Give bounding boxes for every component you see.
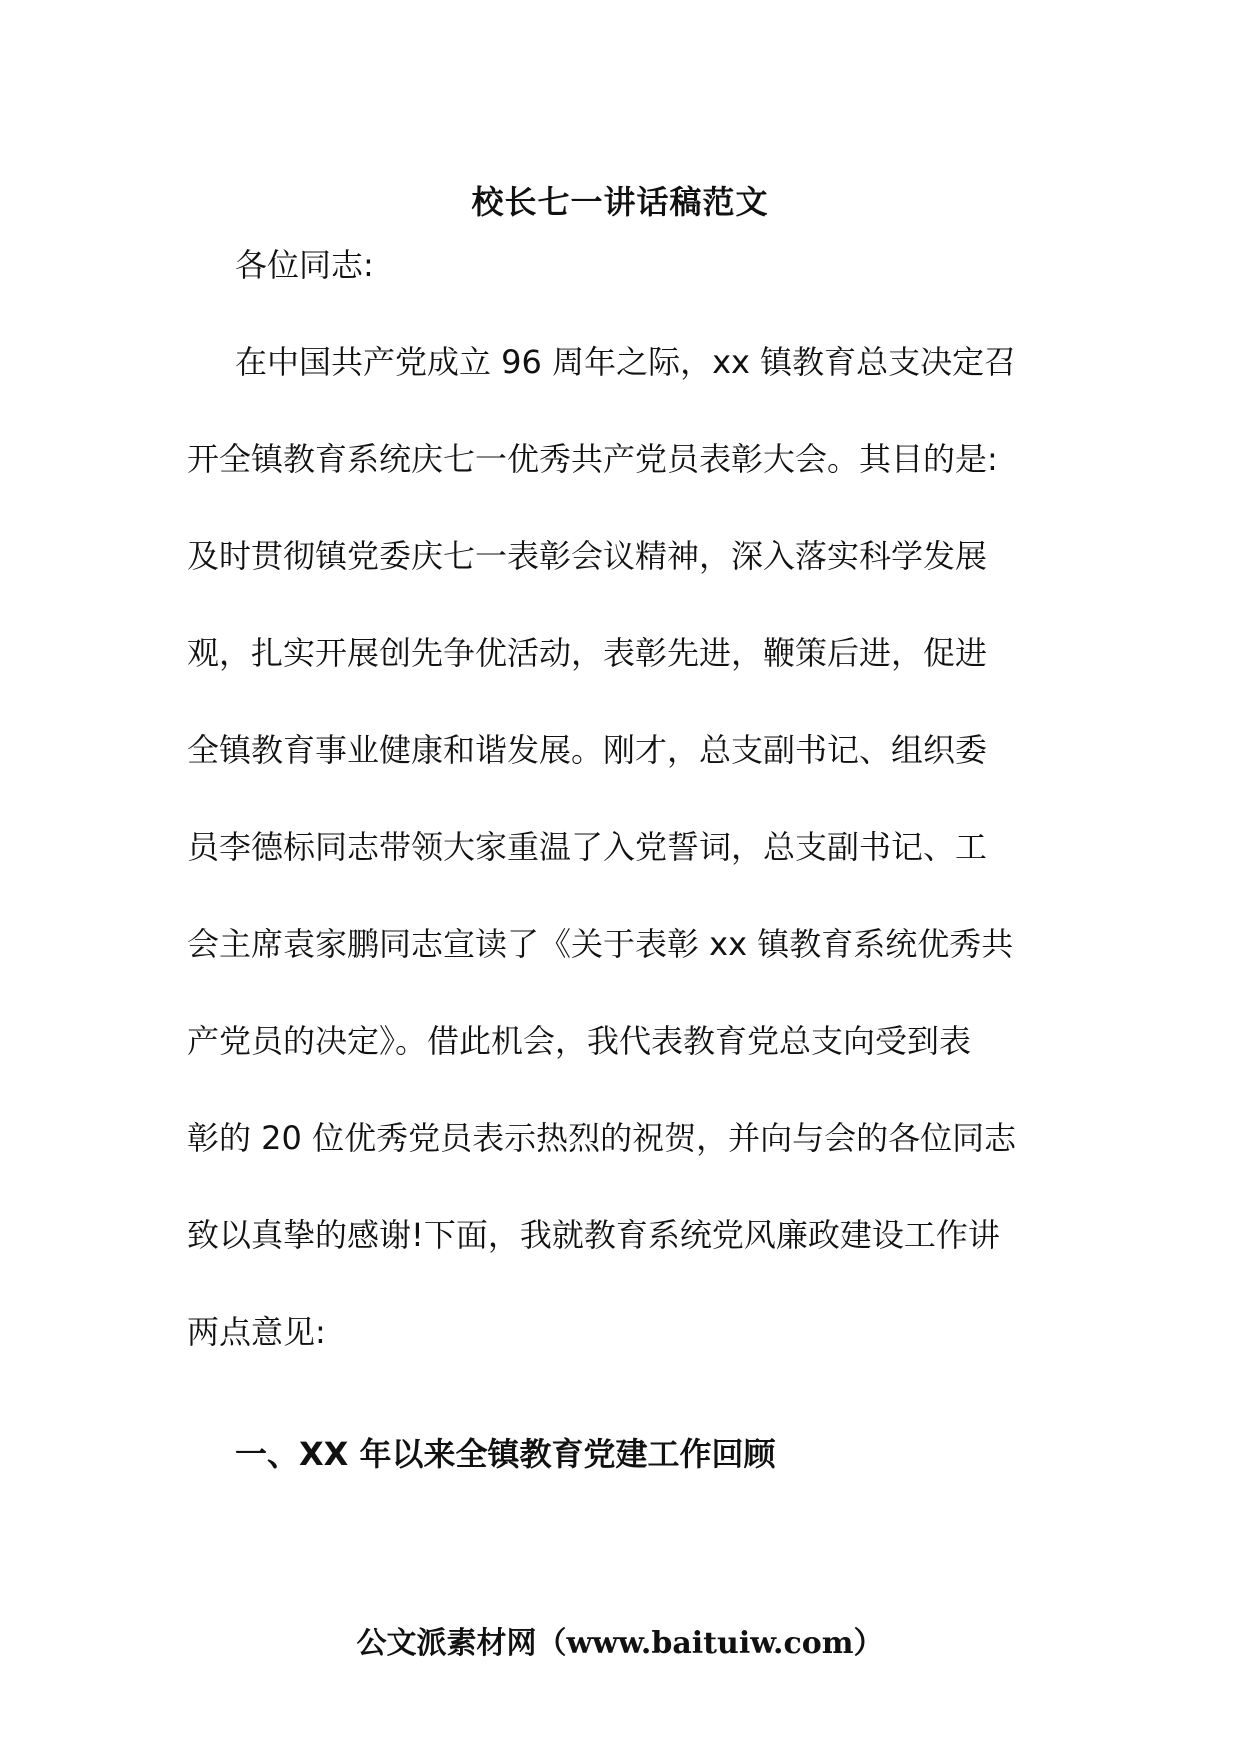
- paragraph-line-11: 两点意见:: [187, 1313, 326, 1351]
- paragraph-line-1: 在中国共产党成立 96 周年之际，xx 镇教育总支决定召: [235, 343, 1017, 381]
- paragraph-line-8: 产党员的决定》。借此机会，我代表教育党总支向受到表: [187, 1022, 972, 1060]
- paragraph-line-3: 及时贯彻镇党委庆七一表彰会议精神，深入落实科学发展: [187, 537, 988, 575]
- section-heading: 一、XX 年以来全镇教育党建工作回顾: [235, 1435, 776, 1473]
- document-title: 校长七一讲话稿范文: [471, 183, 769, 221]
- paragraph-line-7: 会主席袁家鹏同志宣读了《关于表彰 xx 镇教育系统优秀共: [187, 925, 1014, 963]
- paragraph-line-2: 开全镇教育系统庆七一优秀共产党员表彰大会。其目的是:: [187, 440, 998, 478]
- paragraph-line-5: 全镇教育事业健康和谐发展。刚才，总支副书记、组织委: [187, 731, 988, 769]
- salutation: 各位同志:: [235, 246, 374, 284]
- paragraph-line-10: 致以真挚的感谢!下面，我就教育系统党风廉政建设工作讲: [187, 1216, 1000, 1254]
- footer-watermark: 公文派素材网（www.baituiw.com）: [356, 1626, 884, 1661]
- paragraph-line-6: 员李德标同志带领大家重温了入党誓词，总支副书记、工: [187, 828, 988, 866]
- paragraph-line-4: 观，扎实开展创先争优活动，表彰先进，鞭策后进，促进: [187, 634, 988, 672]
- paragraph-line-9: 彰的 20 位优秀党员表示热烈的祝贺，并向与会的各位同志: [187, 1119, 1017, 1157]
